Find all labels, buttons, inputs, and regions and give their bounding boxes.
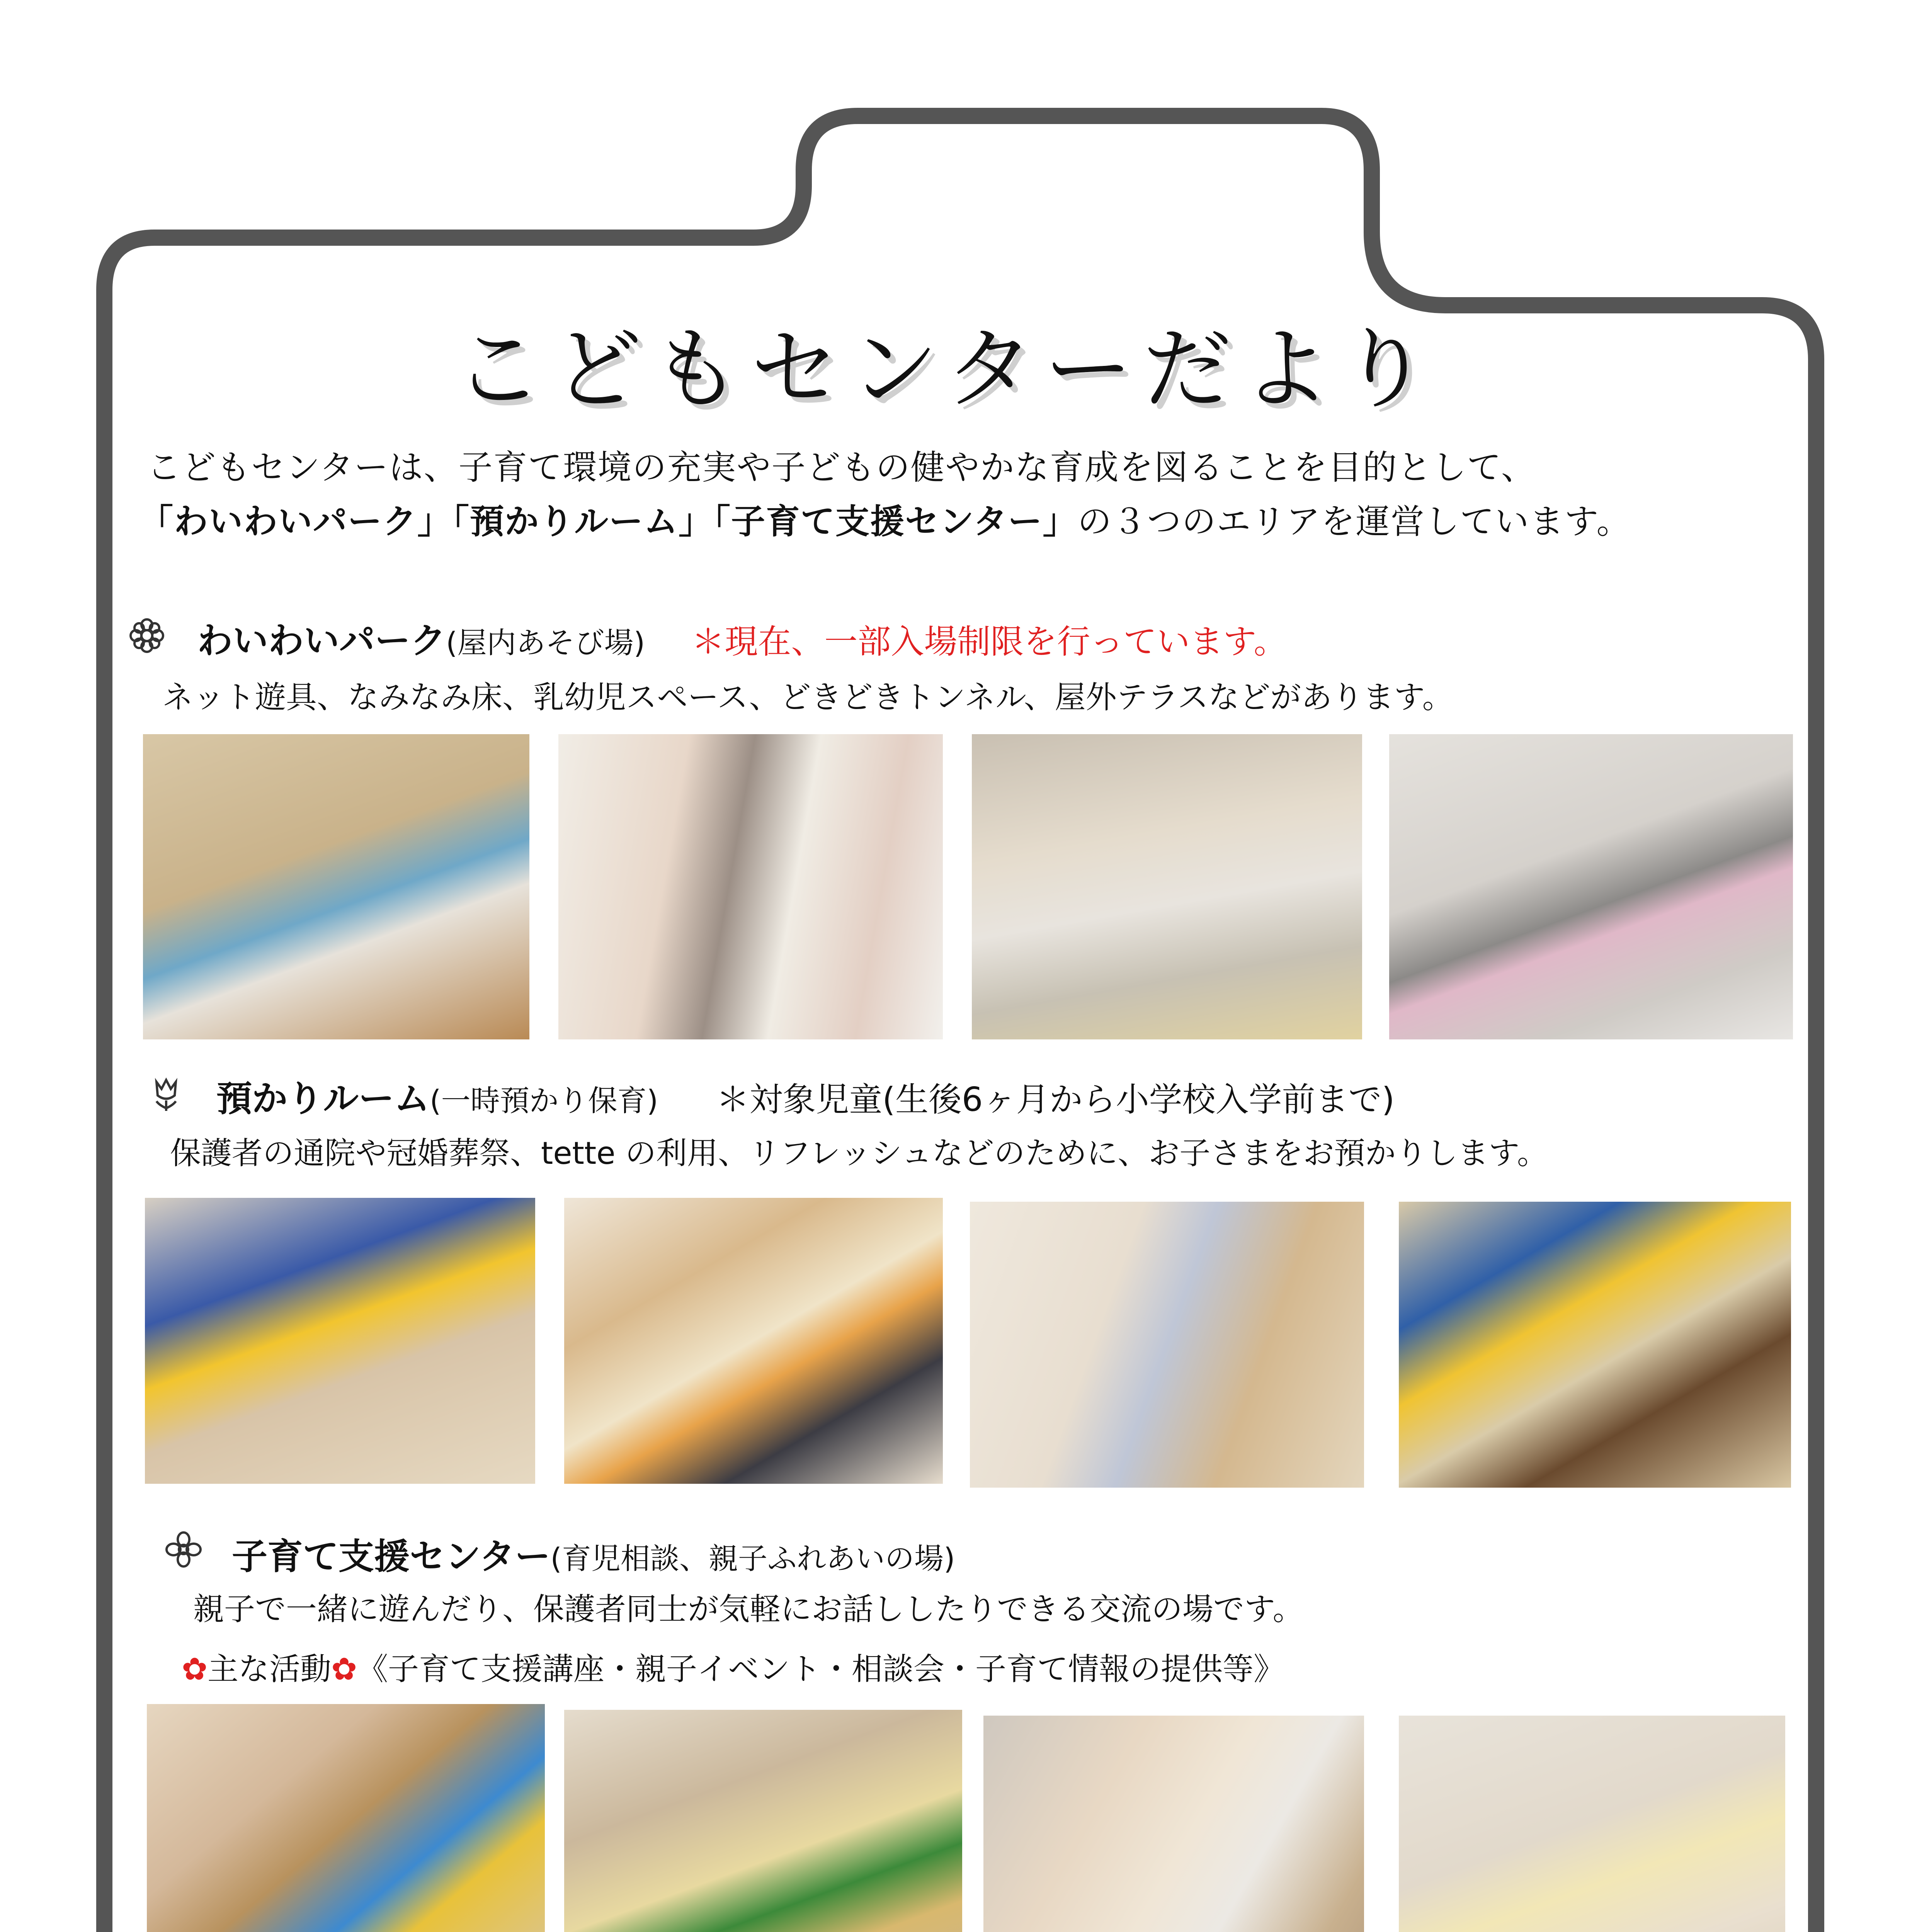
photo-baby-eating <box>564 1198 943 1484</box>
photo-two-girls-slide <box>1389 734 1793 1039</box>
section-azukari-note: ＊対象児童(生後6ヶ月から小学校入学前まで) <box>716 1080 1395 1119</box>
photo-child-lying-mask <box>143 734 529 1039</box>
area-waiwai: 「わいわいパーク」 <box>139 502 452 541</box>
tulip-outline-icon <box>147 1074 185 1113</box>
section-waiwai-desc: ネット遊具、なみなみ床、乳幼児スペース、どきどきトンネル、屋外テラスなどがあります。 <box>162 679 1453 715</box>
section-kosodate-heading <box>232 1528 955 1579</box>
photo-two-girls-peace <box>558 734 943 1039</box>
activity-list: 《子育て支援講座・親子イベント・相談会・子育て情報の提供等》 <box>357 1651 1285 1687</box>
intro-line-2 <box>139 495 1631 543</box>
red-tulip-icon: ✿ <box>182 1651 208 1687</box>
page-title: こどもセンターだより <box>454 318 1440 421</box>
section-waiwai-notice: ＊現在、一部入場制限を行っています。 <box>691 622 1287 661</box>
section-kosodate-name: 子育て支援センター <box>232 1536 551 1577</box>
section-kosodate-activities <box>182 1644 1284 1689</box>
section-waiwai-sub: (屋内あそび場) <box>446 626 645 660</box>
area-azukari: 「預かりルーム」 <box>452 502 714 541</box>
section-azukari-sub: (一時預かり保育) <box>430 1083 658 1118</box>
intro-line-2-tail: の３つのエリアを運営しています。 <box>1077 502 1631 541</box>
flower-outline-icon <box>128 616 166 655</box>
red-tulip-icon: ✿ <box>331 1651 357 1687</box>
photo-toddler-crawling <box>1399 1716 1785 1932</box>
section-azukari-desc: 保護者の通院や冠婚葬祭、tette の利用、リフレッシュなどのために、お子さまをお預かりします。 <box>170 1135 1548 1171</box>
section-waiwai-name: わいわいパーク <box>197 620 446 662</box>
photo-child-headband <box>145 1198 535 1484</box>
flower-outline-icon <box>164 1530 203 1569</box>
activity-label: 主な活動 <box>208 1651 332 1687</box>
photo-toddler-standing <box>970 1202 1364 1488</box>
section-kosodate-desc: 親子で一緒に遊んだり、保護者同士が気軽にお話ししたりできる交流の場です。 <box>193 1591 1304 1627</box>
photo-boy-train-set <box>1399 1202 1791 1488</box>
section-azukari-heading <box>216 1070 1395 1121</box>
photo-baby-play-table <box>564 1710 962 1932</box>
intro-line-1: こどもセンターは、子育て環境の充実や子どもの健やかな育成を図ることを目的として、 <box>147 447 1536 487</box>
section-waiwai-heading <box>197 612 1287 663</box>
photo-baby-held <box>983 1716 1364 1932</box>
area-kosodate: 「子育て支援センター」 <box>713 502 1078 541</box>
photo-toddler-toy <box>147 1704 545 1932</box>
section-kosodate-sub: (育児相談、親子ふれあいの場) <box>550 1541 955 1576</box>
photo-toddler-sitting <box>972 734 1362 1039</box>
section-azukari-name: 預かりルーム <box>216 1078 430 1119</box>
